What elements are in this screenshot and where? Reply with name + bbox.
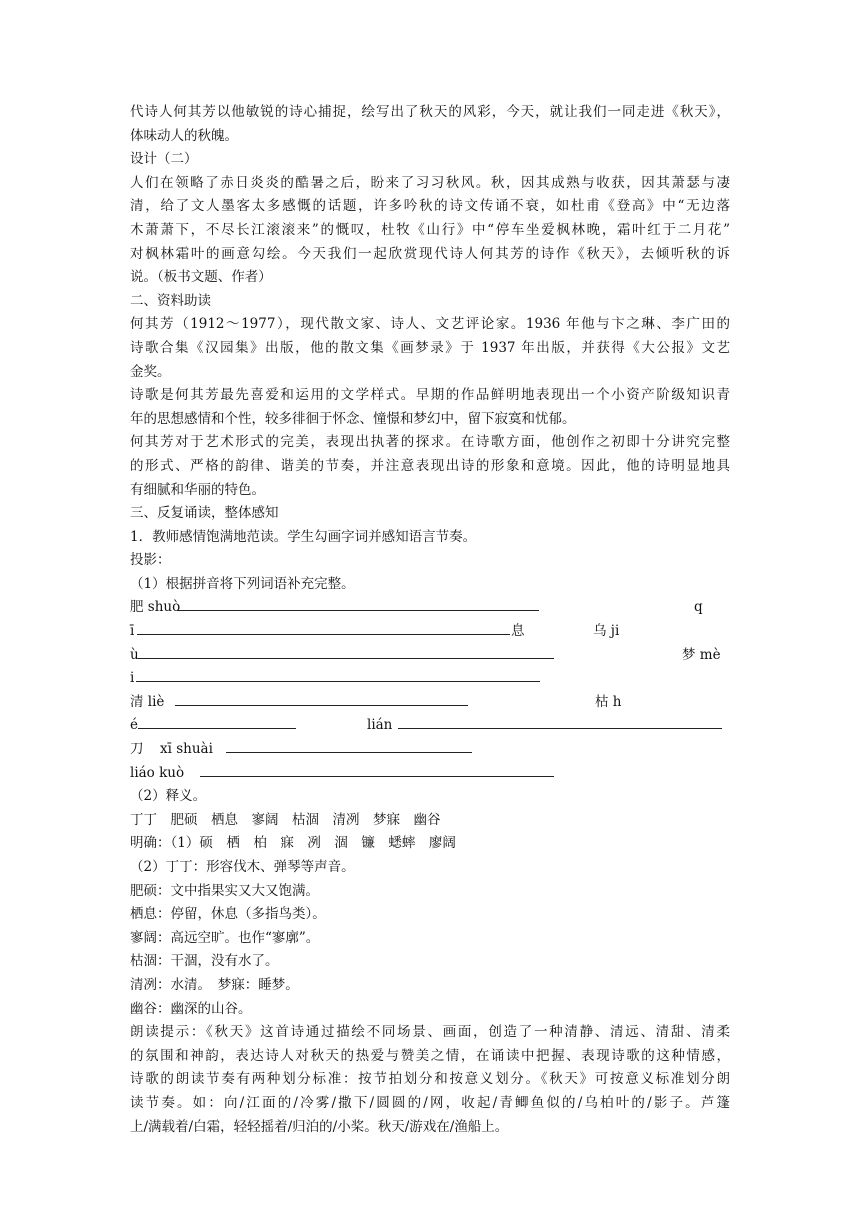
definition: 清冽：水清。 梦寐：睡梦。 (130, 976, 299, 993)
reading-tip-line: 诗歌的朗读节奏有两种划分标准：按节拍划分和按意义划分。《秋天》可按意义标准划分朗 (130, 1071, 730, 1088)
answer-2: （2）丁丁：形容伐木、弹琴等声音。 (130, 859, 355, 875)
reading-tip-line: 上/满载着/白霜，轻轻摇着/归泊的/小桨。秋天/游戏在/渔船上。 (130, 1118, 509, 1135)
definition: 肥硕：文中指果实又大又饱满。 (130, 882, 319, 899)
definition: 枯涸：干涸，没有水了。 (130, 953, 279, 970)
intro-line: 体味动人的秋魄。 (130, 127, 238, 144)
fill-line-7 (130, 738, 730, 762)
fill-blank (136, 667, 540, 682)
fill-blank (398, 714, 722, 729)
paragraph-line: 的形式、严格的韵律、谐美的节奏，并注意表现出诗的形象和意境。因此，他的诗明显地具 (130, 457, 730, 474)
fill-text: ù (130, 646, 139, 663)
paragraph-line: 诗歌合集《汉园集》出版，他的散文集《画梦录》于 1937 年出版，并获得《大公报》文艺 (130, 339, 730, 356)
fill-line-1 (130, 596, 730, 620)
fill-text: é (130, 717, 138, 734)
task-2: （2）释义。 (130, 788, 207, 805)
answer-1: 明确：（1）硕 栖 柏 寐 冽 涸 镰 蟋蟀 廖阔 (130, 835, 456, 852)
fill-line-6 (130, 714, 730, 738)
paragraph-line: 年的思想感情和个性，较多徘徊于怀念、憧憬和梦幻中，留下寂寞和忧郁。 (130, 410, 576, 427)
document-page (130, 101, 730, 1139)
fill-line-8 (130, 762, 730, 786)
fill-blank (175, 691, 468, 706)
paragraph-line: 何其芳对于艺术形式的完美，表现出执著的探求。在诗歌方面，他创作之初即十分讲究完整 (130, 434, 730, 451)
fill-blank (226, 738, 472, 753)
fill-text: 肥 shuò (130, 599, 181, 616)
fill-text: liáo kuò (130, 764, 185, 781)
step-1: 1．教师感情饱满地范读。学生勾画字词并感知语言节奏。 (130, 528, 477, 545)
paragraph-line: 对枫林霜叶的画意勾绘。今天我们一起欣赏现代诗人何其芳的诗作《秋天》，去倾听秋的诉 (130, 245, 730, 262)
section3-heading: 三、反复诵读，整体感知 (130, 505, 279, 522)
fill-text: 枯 h (595, 693, 622, 710)
fill-text: ī (130, 623, 135, 640)
fill-blank (138, 714, 296, 729)
reading-tip-line: 读节奏。如：向/江面的/冷雾/撒下/圆圆的/网，收起/青鲫鱼似的/乌柏叶的/影子。芦篷 (130, 1094, 730, 1111)
section2-heading: 二、资料助读 (130, 292, 211, 309)
fill-text: q (694, 599, 703, 616)
fill-text: 梦 mè (682, 646, 721, 663)
fill-text: 清 liè (130, 693, 165, 710)
fill-line-5 (130, 691, 730, 715)
fill-text: 息 (511, 623, 525, 640)
paragraph-line: 何其芳（1912～1977），现代散文家、诗人、文艺评论家。1936 年他与卞之琳、李广田的 (130, 316, 730, 333)
fill-text: 乌 ji (593, 623, 620, 640)
intro-line: 代诗人何其芳以他敏锐的诗心捕捉，绘写出了秋天的风彩，今天，就让我们一同走进《秋天》， (130, 104, 730, 120)
fill-blank (200, 762, 554, 777)
paragraph-line: 有细腻和华丽的特色。 (130, 481, 265, 498)
definition: 幽谷：幽深的山谷。 (130, 1000, 252, 1017)
fill-line-3 (130, 644, 730, 668)
paragraph-line: 木萧萧下，不尽长江滚滚来”的慨叹，杜牧《山行》中“停车坐爱枫林晚，霜叶红于二月花” (130, 221, 730, 238)
fill-blank (137, 620, 510, 635)
projection-label: 投影： (130, 552, 171, 569)
definition: 栖息：停留，休息（多指鸟类）。 (130, 906, 326, 923)
paragraph-line: 人们在领略了赤日炎炎的酷暑之后，盼来了习习秋风。秋，因其成熟与收获，因其萧瑟与凄 (130, 174, 730, 191)
paragraph-line: 清，给了文人墨客太多感慨的话题，许多吟秋的诗文传诵不衰，如杜甫《登高》中“无边落 (130, 198, 730, 215)
reading-tip-line: 朗读提示：《秋天》这首诗通过描绘不同场景、画面，创造了一种清静、清远、清甜、清柔 (130, 1024, 730, 1041)
reading-tip-line: 的氛围和神韵，表达诗人对秋天的热爱与赞美之情，在诵读中把握、表现诗歌的这种情感， (130, 1047, 730, 1064)
fill-text: xī shuài (160, 741, 213, 758)
paragraph-line: 金奖。 (130, 363, 171, 380)
fill-text: i (130, 670, 135, 687)
fill-line-2 (130, 620, 730, 644)
word-list: 丁丁 肥硕 栖息 寥阔 枯涸 清冽 梦寐 幽谷 (130, 811, 441, 828)
fill-text: lián (367, 717, 393, 734)
task-1: （1）根据拼音将下列词语补充完整。 (130, 575, 355, 592)
definition: 寥阔：高远空旷。也作“寥廓”。 (130, 929, 320, 946)
fill-blank (177, 596, 539, 611)
design2-heading: 设计（二） (130, 151, 198, 168)
paragraph-line: 说。（板书文题、作者） (130, 269, 272, 286)
fill-text: 刀 (130, 741, 144, 758)
fill-line-4 (130, 667, 730, 691)
fill-blank (138, 644, 554, 659)
paragraph-line: 诗歌是何其芳最先喜爱和运用的文学样式。早期的作品鲜明地表现出一个小资产阶级知识青 (130, 387, 730, 404)
